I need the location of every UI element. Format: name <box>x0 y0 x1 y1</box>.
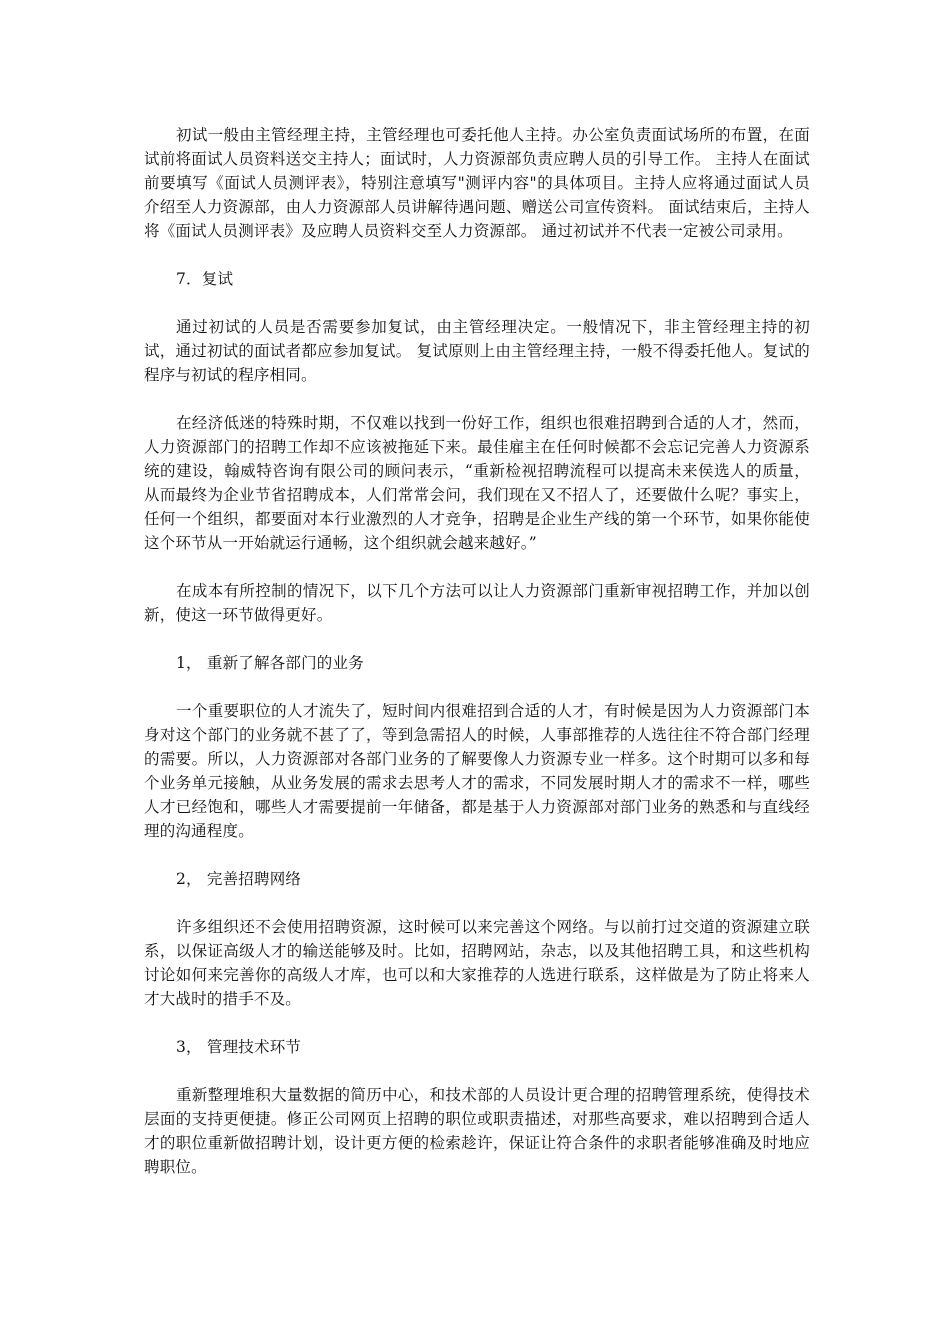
paragraph-item-1: 一个重要职位的人才流失了，短时间内很难招到合适的人才，有时候是因为人力资源部门本身对这个部门的业务就不甚了了，等到急需招人的时候，人事部推荐的人选往往不符合部门经理的需要。所以，人力资源部对各部门业务的了解要像人力资源专业一样多。这个时期可以多和每个业务单元接触，从业务发展的需求去思考人才的需求，不同发展时期人才的需求不一样，哪些人才已经饱和，哪些人才需要提前一年储备，都是基于人力资源部对部门业务的熟悉和与直线经理的沟通程度。 <box>144 702 810 840</box>
paragraph-second-interview: 通过初试的人员是否需要参加复试，由主管经理决定。一般情况下，非主管经理主持的初试，通过初试的面试者都应参加复试。 复试原则上由主管经理主持，一般不得委托他人。复试的程序与初试的程序相同。 <box>144 318 810 384</box>
paragraph-interview-first-round: 初试一般由主管经理主持，主管经理也可委托他人主持。办公室负责面试场所的布置，在面试前将面试人员资料送交主持人；面试时，人力资源部负责应聘人员的引导工作。 主持人在面试前要填写《面试人员测评表》，特别注意填写"测评内容"的具体项目。主持人应将通过面试人员介绍至人力资源部，由人力资源部人员讲解待遇问题、赠送公司宣传资料。 面试结束后，主持人将《面试人员测评表》及应聘人员资料交至人力资源部。 通过初试并不代表一定被公司录用。 <box>144 126 810 240</box>
heading-second-interview: 7．复试 <box>176 270 234 288</box>
heading-item-1: 1， 重新了解各部门的业务 <box>176 654 364 672</box>
paragraph-economic-downturn: 在经济低迷的特殊时期，不仅难以找到一份好工作，组织也很难招聘到合适的人才，然而，人力资源部门的招聘工作却不应该被拖延下来。最佳雇主在任何时候都不会忘记完善人力资源系统的建设，翰威特咨询有限公司的顾问表示，“重新检视招聘流程可以提高未来侯选人的质量，从而最终为企业节省招聘成本，人们常常会问，我们现在又不招人了，还要做什么呢？事实上，任何一个组织，都要面对本行业激烈的人才竞争，招聘是企业生产线的第一个环节，如果你能使这个环节从一开始就运行通畅，这个组织就会越来越好。” <box>144 414 810 552</box>
document-body <box>144 123 810 1203</box>
heading-item-3: 3， 管理技术环节 <box>176 1038 302 1056</box>
heading-item-2: 2， 完善招聘网络 <box>176 870 302 888</box>
paragraph-item-3: 重新整理堆积大量数据的简历中心，和技术部的人员设计更合理的招聘管理系统，使得技术层面的支持更便捷。修正公司网页上招聘的职位或职责描述，对那些高要求，难以招聘到合适人才的职位重新做招聘计划，设计更方便的检索趁许，保证让符合条件的求职者能够准确及时地应聘职位。 <box>144 1086 810 1176</box>
paragraph-item-2: 许多组织还不会使用招聘资源，这时候可以来完善这个网络。与以前打过交道的资源建立联系，以保证高级人才的输送能够及时。比如，招聘网站，杂志，以及其他招聘工具，和这些机构讨论如何来完善你的高级人才库，也可以和大家推荐的人选进行联系，这样做是为了防止将来人才大战时的措手不及。 <box>144 918 810 1008</box>
paragraph-cost-control: 在成本有所控制的情况下，以下几个方法可以让人力资源部门重新审视招聘工作，并加以创新，使这一环节做得更好。 <box>144 582 810 624</box>
